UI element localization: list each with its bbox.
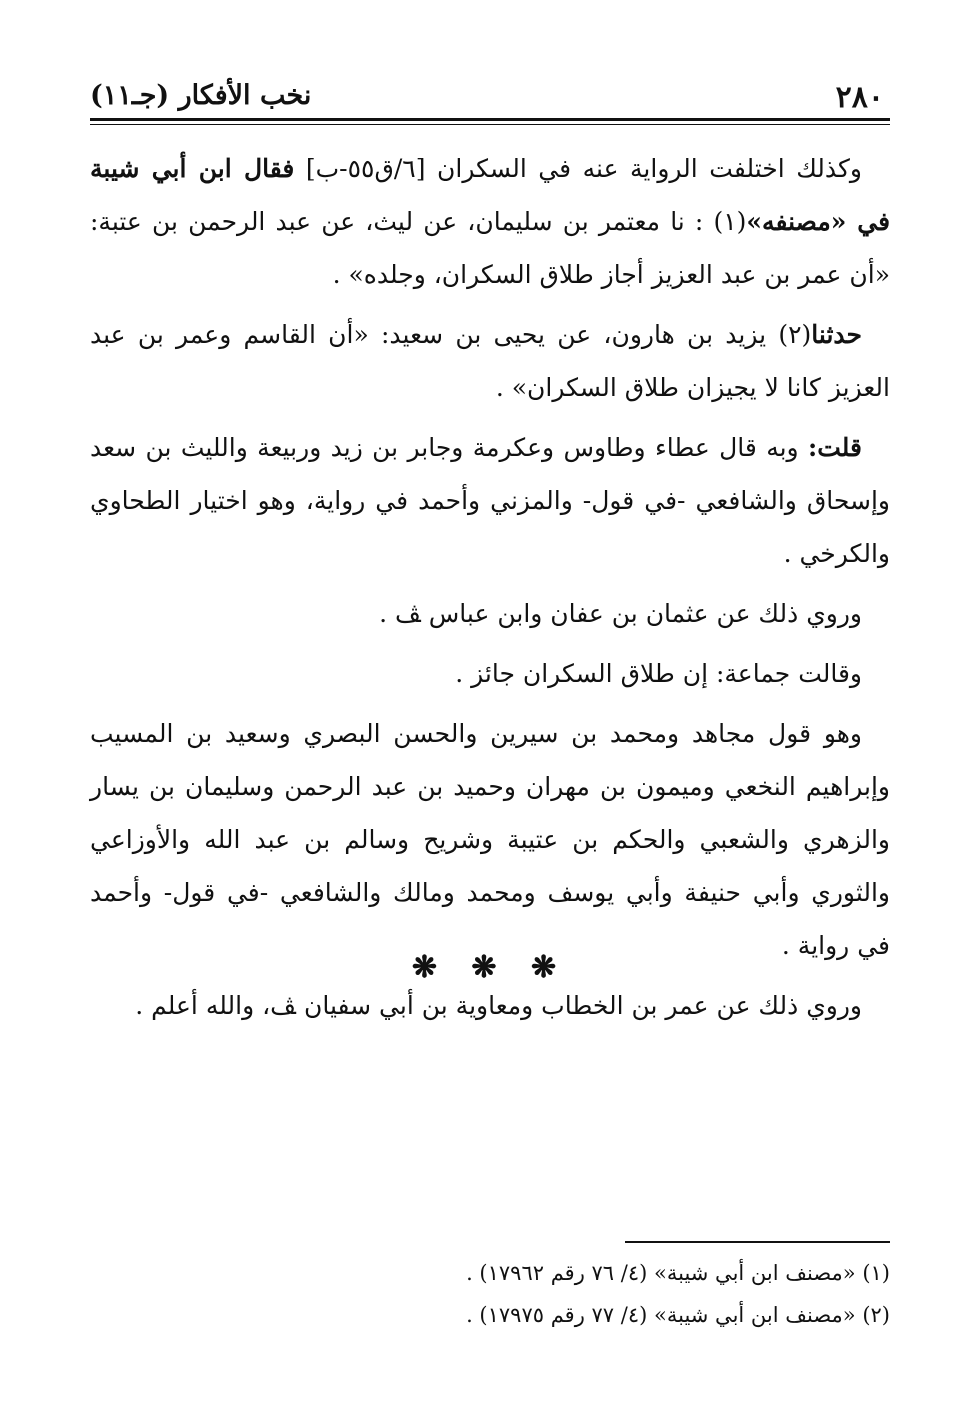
- paragraph-bold: قلت:: [807, 433, 862, 462]
- paragraph-post: وقالت جماعة: إن طلاق السكران جائز .: [455, 659, 862, 688]
- header-rule-thin: [90, 124, 890, 125]
- paragraph-bold: فقال ابن أبي شيبة في «مصنفه»: [90, 154, 891, 236]
- paragraph-post: وهو قول مجاهد ومحمد بن سيرين والحسن البصري وسعيد بن المسيب وإبراهيم النخعي وميمون بن مهران وحميد بن عبد الرحمن وسليمان بن يسار والزهري والشعبي والحكم بن عتيبة وشريح وسالم بن عبد الله والأوزاعي والثوري وأبي حنيفة وأبي يوسف ومحمد ومالك والشافعي -في قول- وأحمد في رواية .: [90, 719, 890, 960]
- paragraph-post: وبه قال عطاء وطاوس وعكرمة وجابر بن زيد وربيعة والليث بن سعد وإسحاق والشافعي -في قول- والمزني وأحمد في رواية، وهو اختيار الطحاوي والكرخي .: [90, 433, 890, 568]
- footnote-rule: [625, 1241, 890, 1243]
- paragraph: [90, 142, 890, 301]
- paragraph-pre: وكذلك اختلفت الرواية عنه في السكران [٦/ق٥٥-ب]: [294, 154, 862, 183]
- paragraph: [90, 707, 890, 972]
- paragraph: [90, 587, 890, 640]
- paragraph-bold: حدثنا: [811, 320, 862, 349]
- paragraph: [90, 979, 890, 1032]
- footnotes: [90, 1252, 890, 1336]
- main-text: [90, 142, 890, 1039]
- running-title: نخب الأفكار (جـ١١): [90, 80, 312, 111]
- paragraph-post: وروي ذلك عن عمر بن الخطاب ومعاوية بن أبي سفيان ﭫ، والله أعلم .: [135, 991, 862, 1020]
- page-header: [90, 80, 890, 120]
- paragraph-post: (٢) يزيد بن هارون، عن يحيى بن سعيد: «أن القاسم وعمر بن عبد العزيز كانا لا يجيزان طلاق السكران» .: [90, 320, 890, 402]
- footnote: (٢) «مصنف ابن أبي شيبة» (٤/ ٧٧ رقم ١٧٩٧٥) .: [466, 1303, 890, 1327]
- paragraph: [90, 308, 890, 414]
- paragraph-post: وروي ذلك عن عثمان بن عفان وابن عباس ﭫ .: [379, 599, 862, 628]
- section-separator: ❋ ❋ ❋: [411, 950, 569, 985]
- page-number: ٢٨٠: [835, 80, 884, 115]
- header-rule-thick: [90, 118, 890, 121]
- paragraph: [90, 647, 890, 700]
- paragraph-post: (١) : نا معتمر بن سليمان، عن ليث، عن عبد الرحمن بن عتبة: «أن عمر بن عبد العزيز أجاز طلاق السكران، وجلده» .: [90, 207, 890, 289]
- footnote: (١) «مصنف ابن أبي شيبة» (٤/ ٧٦ رقم ١٧٩٦٢) .: [466, 1261, 890, 1285]
- paragraph: [90, 421, 890, 580]
